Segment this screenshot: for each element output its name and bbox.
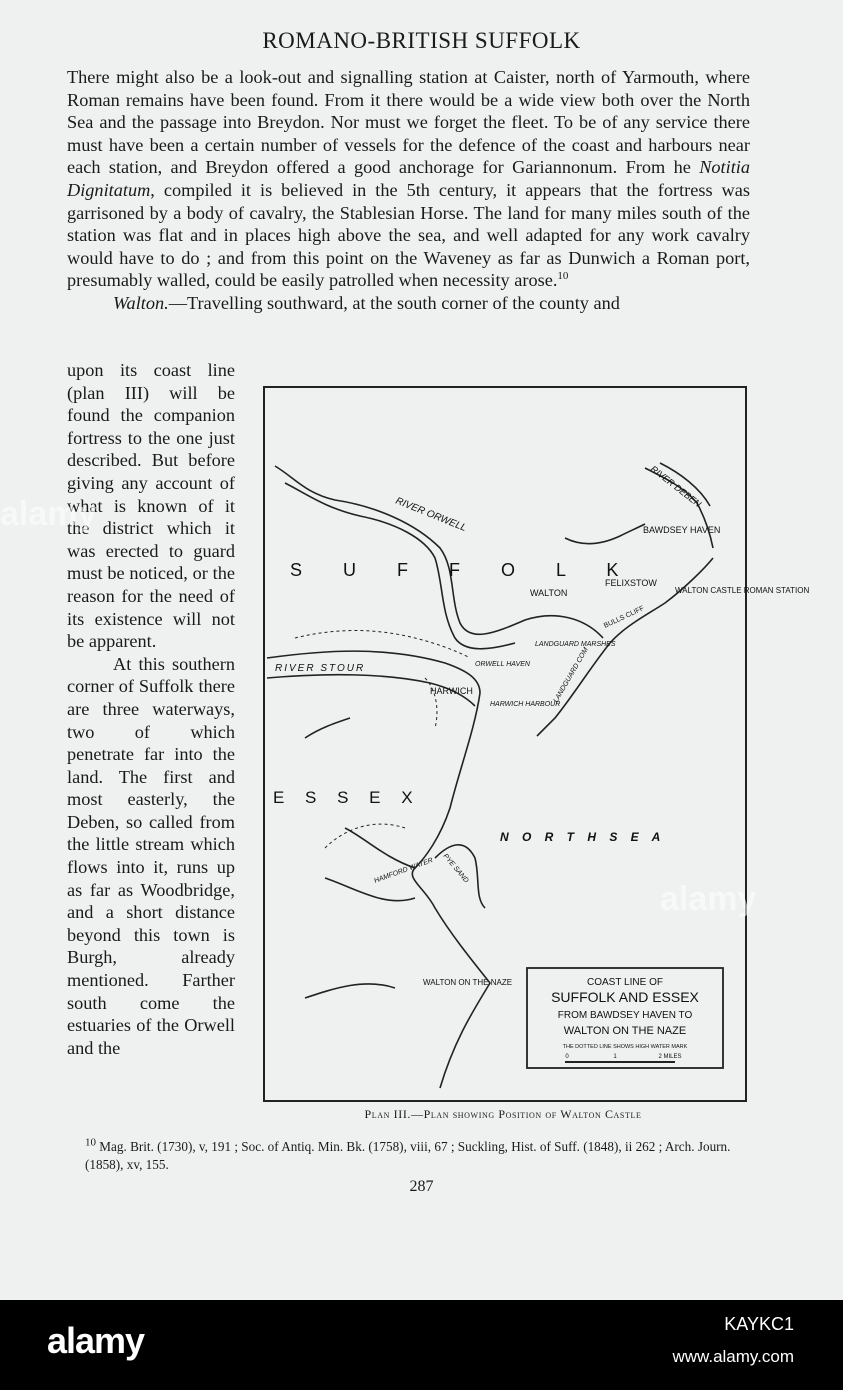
- paragraph-text: , compiled it is believed in the 5th century, it appears that the fortress was garrisoned by a body of cavalry, the Stablesian Horse. The land for many miles south of the station was flat and in places high above the sea, and well adapted for any work cavalry would have to do ; and from this point on the Waveney as far as Dunwich a Roman port, presumably walled, could be easily patrolled when necessity arose.: [67, 179, 750, 291]
- paragraph-text: There might also be a look-out and signalling station at Caister, north of Yarmouth, where Roman remains have been found. From it there would be a wide view both over the North Sea and the passage into Breydon. Nor must we forget the fleet. To be of any service there must have been a certain number of vessels for the defence of the coast and harbours near each station, and Breydon offered a good anchorage for Gariannonum. From he: [67, 67, 750, 178]
- creek: [325, 878, 415, 901]
- deben-bank: [645, 468, 713, 548]
- high-water-line-2: [325, 824, 405, 848]
- legend-line-4: WALTON ON THE NAZE: [563, 1025, 687, 1037]
- italic-title: Notitia Dignitatum: [67, 157, 750, 200]
- watermark-fragment: alamy: [660, 880, 757, 918]
- watermark-fragment: alamy: [0, 495, 97, 533]
- landguard-com-label: LANDGUARD COM: [552, 646, 590, 704]
- legend-line-5: THE DOTTED LINE SHOWS HIGH WATER MARK: [562, 1044, 688, 1050]
- walton-castle-label: WALTON CASTLE ROMAN STATION: [675, 586, 810, 595]
- bawdsey-haven-label: BAWDSEY HAVEN: [643, 525, 721, 535]
- paragraph-text: —Travelling southward, at the south corner of the county and: [168, 292, 620, 313]
- essex-stream: [305, 718, 350, 738]
- coastline-map: [263, 386, 810, 1102]
- map-drawing: [265, 388, 810, 1100]
- creek-2: [305, 984, 395, 998]
- left-column-text: [67, 359, 235, 1059]
- suffolk-label: S U F F O L K: [290, 560, 637, 580]
- alamy-logo: alamy: [47, 1320, 145, 1361]
- page-number: 287: [409, 1178, 434, 1195]
- walton-label: WALTON: [530, 588, 568, 598]
- site-url: www.alamy.com: [672, 1347, 794, 1366]
- footnote-text: Mag. Brit. (1730), v, 191 ; Soc. of Antiq. Min. Bk. (1758), viii, 67 ; Suckling, Hist. of Suff. (1848), ii 262 ; Arch. Journ. (1858), xv, 155.: [85, 1139, 731, 1172]
- body-paragraph: [67, 66, 750, 315]
- legend-line-2: SUFFOLK AND ESSEX: [551, 989, 699, 1005]
- figure-caption: Plan III.—Plan showing Position of Walton Castle: [364, 1107, 642, 1121]
- river-stour-label: RIVER STOUR: [275, 663, 366, 674]
- walton-paragraph-start: [67, 292, 750, 315]
- hamford-water: [345, 828, 415, 868]
- felixstow-label: FELIXSTOW: [605, 578, 657, 588]
- river-orwell-label: RIVER ORWELL: [393, 495, 468, 535]
- paragraph-text: upon its coast line (plan III) will be found the companion fortress to the one just described. But before giving any account of what is known of it the district which it was erected to guard must be noticed, or the reason for the need of its existence will not be apparent.: [67, 360, 235, 652]
- orwell-haven-label: ORWELL HAVEN: [475, 661, 530, 668]
- footnote-number: 10: [85, 1136, 96, 1149]
- harwich-harbour-label: HARWICH HARBOUR: [490, 701, 561, 708]
- orwell-bank-north: [275, 466, 603, 638]
- walton-naze-label: WALTON ON THE NAZE: [423, 978, 513, 987]
- river-deben-label: RIVER DEBEN: [648, 463, 704, 510]
- image-id: KAYKC1: [724, 1314, 794, 1334]
- landguard-marshes-label: LANDGUARD MARSHES: [535, 641, 616, 648]
- stock-footer-bar: [0, 1300, 843, 1390]
- scale-label-1: 1: [613, 1054, 617, 1060]
- map-legend: [527, 968, 723, 1068]
- scale-label-0: 0: [565, 1054, 569, 1060]
- harwich-label: HARWICH: [430, 686, 473, 696]
- bulls-cliff-label: BULLS CLIFF: [602, 605, 646, 630]
- footnote-ref: 10: [557, 270, 569, 283]
- stream: [565, 524, 645, 544]
- hamford-water-label: HAMFORD WATER: [373, 857, 434, 885]
- essex-label: E S S E X: [273, 788, 421, 807]
- page-header: ROMANO-BRITISH SUFFOLK: [262, 28, 581, 53]
- legend-line-3: FROM BAWDSEY HAVEN TO: [557, 1010, 693, 1021]
- section-heading: Walton.: [113, 292, 169, 313]
- high-water-line: [295, 631, 470, 659]
- scale-label-2: 2 MILES: [658, 1054, 682, 1060]
- footnote: [85, 1138, 750, 1174]
- legend-line-1: COAST LINE OF: [587, 977, 663, 988]
- north-sea-label: N O R T H S E A: [500, 830, 666, 844]
- pye-sand-label: PYE SAND: [441, 852, 470, 885]
- paragraph-text: At this southern corner of Suffolk there are three waterways, two of which penetrate far into the land. The first and most easterly, the Deben, so called from the little stream which flows into it, runs up as far as Woodbridge, and a short distance beyond this town is Burgh, already mentioned. Farther south come the estuaries of the Orwell and the: [67, 653, 235, 1058]
